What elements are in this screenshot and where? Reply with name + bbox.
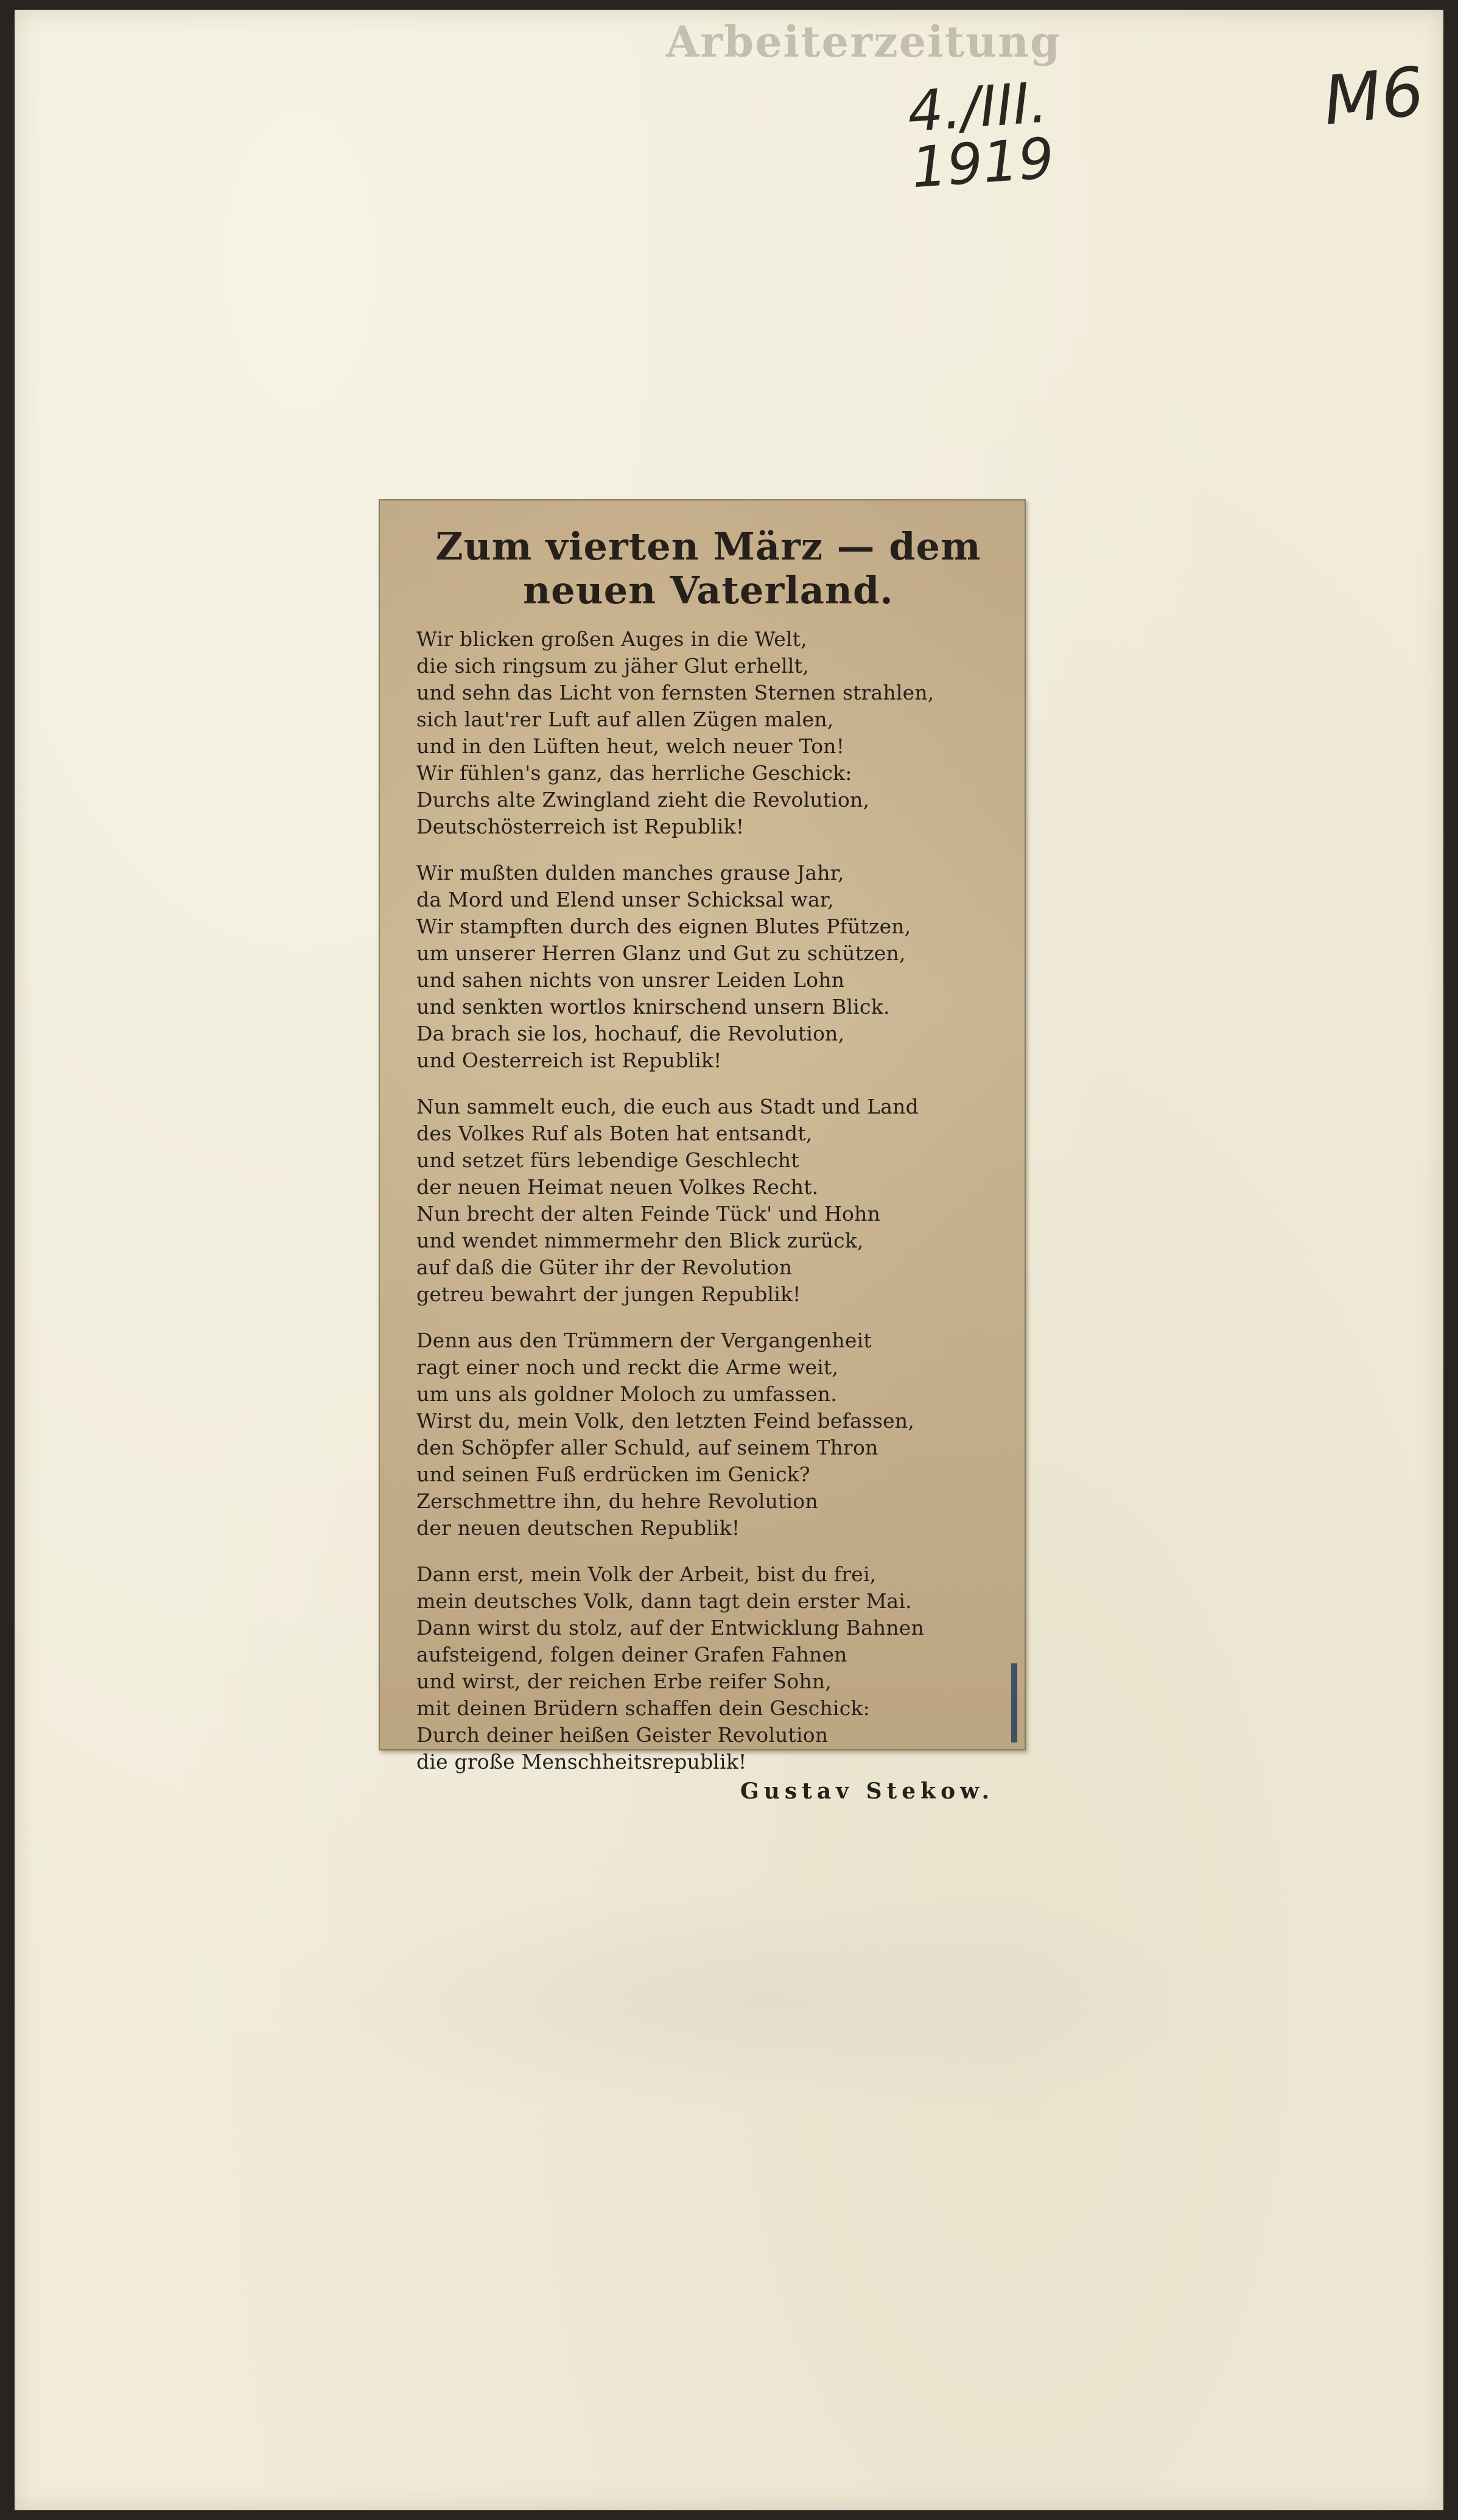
poem-line: Wir blicken großen Auges in die Welt, — [416, 627, 807, 651]
poem-line: und in den Lüften heut, welch neuer Ton! — [416, 734, 845, 758]
stanza-3 — [416, 1093, 1000, 1308]
poem-line: Durchs alte Zwingland zieht die Revolution, — [416, 788, 870, 812]
poem-line: da Mord und Elend unser Schicksal war, — [416, 888, 834, 911]
poem-line: getreu bewahrt der jungen Republik! — [416, 1282, 801, 1306]
poem-line: Deutschösterreich ist Republik! — [416, 815, 745, 838]
poem-line: Da brach sie los, hochauf, die Revolution, — [416, 1022, 845, 1045]
handwritten-shelf-mark: M6 — [1319, 52, 1428, 141]
poem-line: und seinen Fuß erdrücken im Genick? — [416, 1462, 810, 1486]
poem-line: die sich ringsum zu jäher Glut erhellt, — [416, 654, 809, 678]
poem-line: Nun brecht der alten Feinde Tück' und Hohn — [416, 1202, 881, 1226]
newspaper-clipping — [379, 499, 1026, 1804]
poem-line: um uns als goldner Moloch zu umfassen. — [416, 1382, 837, 1406]
poem-line: und setzet fürs lebendige Geschlecht — [416, 1148, 799, 1172]
poem-line: und sahen nichts von unsrer Leiden Lohn — [416, 968, 845, 992]
poem-line: die große Menschheitsrepublik! — [416, 1750, 747, 1774]
poem-line: des Volkes Ruf als Boten hat entsandt, — [416, 1121, 813, 1145]
poem-line: ragt einer noch und reckt die Arme weit, — [416, 1355, 839, 1379]
poem-line: Nun sammelt euch, die euch aus Stadt und Land — [416, 1095, 919, 1118]
poem-line: und wendet nimmermehr den Blick zurück, — [416, 1229, 864, 1252]
poem-line: Wirst du, mein Volk, den letzten Feind befassen, — [416, 1409, 915, 1433]
stanza-5 — [416, 1561, 1000, 1775]
poem-line: aufsteigend, folgen deiner Grafen Fahnen — [416, 1643, 847, 1666]
poem-line: Durch deiner heißen Geister Revolution — [416, 1723, 829, 1747]
poem-line: den Schöpfer aller Schuld, auf seinem Thron — [416, 1436, 878, 1459]
poem-line: um unserer Herren Glanz und Gut zu schützen, — [416, 941, 906, 965]
newspaper-stamp: Arbeiterzeitung — [666, 16, 1061, 67]
poem-line: mit deinen Brüdern schaffen dein Geschick: — [416, 1696, 870, 1720]
poem-line: der neuen deutschen Republik! — [416, 1516, 740, 1540]
poem-line: mein deutsches Volk, dann tagt dein erster Mai. — [416, 1589, 912, 1613]
poem-line: und sehn das Licht von fernsten Sternen strahlen, — [416, 681, 934, 704]
poem-line: und wirst, der reichen Erbe reifer Sohn, — [416, 1669, 832, 1693]
stanza-1 — [416, 626, 1000, 840]
poem-line: sich laut'rer Luft auf allen Zügen malen, — [416, 707, 834, 731]
poem-line: und Oesterreich ist Republik! — [416, 1048, 722, 1072]
poem-line: Denn aus den Trümmern der Vergangenheit — [416, 1328, 872, 1352]
poem-line: Dann wirst du stolz, auf der Entwicklung Bahnen — [416, 1616, 924, 1640]
stanza-2 — [416, 860, 1000, 1074]
poem-line: auf daß die Güter ihr der Revolution — [416, 1255, 793, 1279]
clipping-edge-mark — [1011, 1663, 1017, 1743]
handwritten-date: 4./III. 1919 — [905, 69, 1056, 201]
poem-line: Zerschmettre ihn, du hehre Revolution — [416, 1489, 818, 1513]
poem-line: Dann erst, mein Volk der Arbeit, bist du frei, — [416, 1562, 877, 1586]
author-signature: Gustav Stekow. — [740, 1778, 994, 1804]
paper-bleed-through — [246, 1885, 1269, 2116]
poem-line: der neuen Heimat neuen Volkes Recht. — [416, 1175, 819, 1199]
poem-title: Zum vierten März — dem neuen Vaterland. — [435, 524, 981, 612]
poem-line: Wir mußten dulden manches grause Jahr, — [416, 861, 844, 885]
poem-line: Wir fühlen's ganz, das herrliche Geschick: — [416, 761, 852, 785]
stanza-4 — [416, 1327, 1000, 1542]
poem-line: und senkten wortlos knirschend unsern Blick. — [416, 995, 890, 1019]
poem-line: Wir stampften durch des eignen Blutes Pfützen, — [416, 914, 911, 938]
